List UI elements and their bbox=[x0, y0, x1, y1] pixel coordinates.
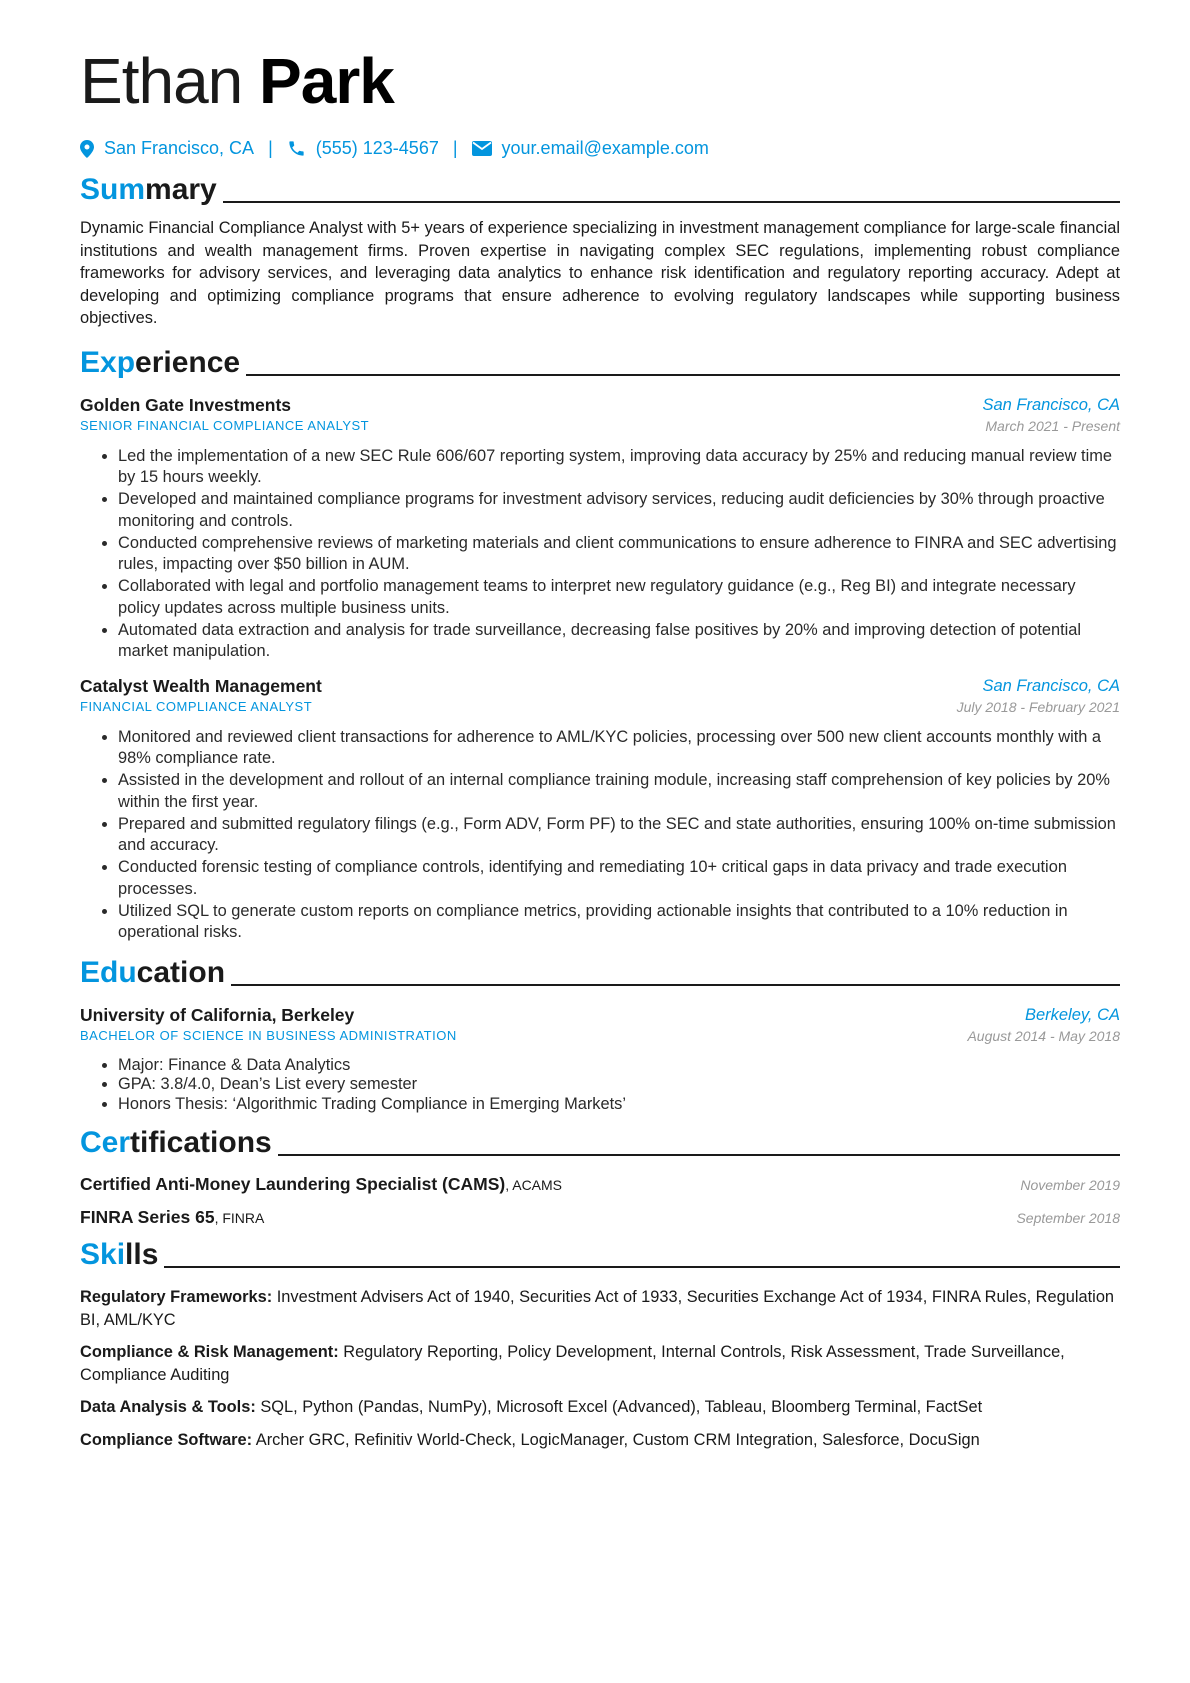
school-location: Berkeley, CA bbox=[1024, 1005, 1120, 1024]
heading-rule bbox=[223, 201, 1120, 203]
experience-entry bbox=[80, 394, 1120, 663]
heading-rule bbox=[164, 1266, 1120, 1268]
skill-category: Data Analysis & Tools: bbox=[80, 1398, 256, 1417]
heading-rule bbox=[278, 1154, 1120, 1156]
employer-name: Golden Gate Investments bbox=[80, 394, 292, 415]
cert-name: FINRA Series 65 bbox=[80, 1206, 215, 1227]
education-details bbox=[80, 1056, 1120, 1114]
education-heading bbox=[80, 956, 1120, 990]
phone-text: (555) 123-4567 bbox=[315, 138, 439, 158]
list-item: • Utilized SQL to generate custom reports on compliance metrics, providing actionable insights that contributed to a 10% reduction in operational risks. bbox=[118, 901, 1120, 944]
list-item: • Honors Thesis: ‘Algorithmic Trading Compliance in Emerging Markets’ bbox=[118, 1095, 1120, 1114]
heading-rule bbox=[231, 984, 1120, 986]
list-item: • Conducted comprehensive reviews of marketing materials and client communications to ensure adherence to FINRA and SEC advertising rules, impacting over $50 billion in AUM. bbox=[118, 533, 1120, 576]
contact-location bbox=[80, 138, 254, 159]
experience-entry bbox=[80, 675, 1120, 944]
list-item: • Led the implementation of a new SEC Rule 606/607 reporting system, improving data accuracy by 25% and reducing manual review time by 15 hours weekly. bbox=[118, 446, 1120, 489]
heading-rest: erience bbox=[135, 345, 241, 379]
cert-name: Certified Anti-Money Laundering Specialist (CAMS) bbox=[80, 1173, 506, 1194]
summary-text: Dynamic Financial Compliance Analyst with 5+ years of experience specializing in investment management compliance for large-scale financial institutions and wealth management firms. Proven expertise in navigating complex SEC regulations, implementing robust compliance frameworks for advisory services, and leveraging data analytics to enhance risk identification and regulatory reporting accuracy. Adept at developing and optimizing compliance programs that ensure adherence to evolving regulatory landscapes while supporting business objectives. bbox=[80, 219, 1120, 328]
job-dates: March 2021 - Present bbox=[985, 417, 1120, 434]
job-title: FINANCIAL COMPLIANCE ANALYST bbox=[80, 698, 313, 714]
list-item: • Developed and maintained compliance programs for investment advisory services, reducing audit deficiencies by 30% through proactive monitoring and controls. bbox=[118, 489, 1120, 532]
experience-heading bbox=[80, 346, 1120, 380]
heading-accent: Sum bbox=[80, 173, 146, 206]
email-link[interactable]: your.email@example.com bbox=[501, 138, 709, 158]
contact-email[interactable] bbox=[472, 138, 709, 159]
heading-rule bbox=[246, 374, 1120, 376]
list-item: • Prepared and submitted regulatory filings (e.g., Form ADV, Form PF) to the SEC and state authorities, ensuring 100% on-time submission and accuracy. bbox=[118, 814, 1120, 857]
heading-accent: Cer bbox=[80, 1125, 131, 1159]
skill-items: Investment Advisers Act of 1940, Securities Act of 1933, Securities Exchange Act of 1934, FINRA Rules, Regulation BI, AML/KYC bbox=[80, 1287, 1115, 1329]
heading-rest: lls bbox=[125, 1237, 159, 1271]
job-dates: July 2018 - February 2021 bbox=[956, 698, 1120, 715]
list-item: • Collaborated with legal and portfolio management teams to interpret new regulatory guidance (e.g., Reg BI) and integrate necessary policy updates across multiple business units. bbox=[118, 576, 1120, 619]
heading-rest: mary bbox=[145, 173, 217, 206]
list-item: • Monitored and reviewed client transactions for adherence to AML/KYC policies, processing over 500 new client accounts monthly with a 98% compliance rate. bbox=[118, 727, 1120, 770]
skill-row bbox=[80, 1396, 1120, 1419]
first-name: Ethan bbox=[80, 45, 243, 117]
candidate-name bbox=[80, 46, 1120, 116]
list-item: • Automated data extraction and analysis for trade surveillance, decreasing false positives by 20% and improving detection of potential market manipulation. bbox=[118, 620, 1120, 663]
certifications-heading bbox=[80, 1126, 1120, 1160]
list-item: • GPA: 3.8/4.0, Dean’s List every semester bbox=[118, 1075, 1120, 1094]
heading-rest: cation bbox=[136, 955, 226, 989]
skill-category: Compliance & Risk Management: bbox=[80, 1343, 339, 1362]
heading-rest: tifications bbox=[130, 1125, 272, 1159]
skill-category: Regulatory Frameworks: bbox=[80, 1287, 273, 1306]
education-entry bbox=[80, 1004, 1120, 1114]
skill-items: Archer GRC, Refinitiv World-Check, LogicManager, Custom CRM Integration, Salesforce, DocuSign bbox=[252, 1430, 980, 1449]
achievement-list bbox=[80, 727, 1120, 944]
location-text: San Francisco, CA bbox=[104, 138, 255, 158]
contact-bar bbox=[80, 138, 1120, 159]
contact-phone[interactable] bbox=[287, 138, 439, 159]
last-name: Park bbox=[259, 45, 394, 117]
contact-separator: | bbox=[452, 138, 458, 158]
phone-icon bbox=[287, 139, 306, 158]
cert-date: September 2018 bbox=[1016, 1209, 1120, 1226]
school-name: University of California, Berkeley bbox=[80, 1004, 355, 1025]
heading-accent: Ski bbox=[80, 1237, 126, 1271]
job-title: SENIOR FINANCIAL COMPLIANCE ANALYST bbox=[80, 417, 370, 433]
achievement-list bbox=[80, 446, 1120, 663]
cert-issuer: , ACAMS bbox=[505, 1176, 563, 1193]
skill-row bbox=[80, 1341, 1120, 1386]
heading-accent: Edu bbox=[80, 955, 137, 989]
cert-date: November 2019 bbox=[1020, 1176, 1120, 1193]
degree: BACHELOR OF SCIENCE IN BUSINESS ADMINISTRATION bbox=[80, 1027, 457, 1043]
list-item: • Conducted forensic testing of compliance controls, identifying and remediating 10+ critical gaps in data privacy and trade execution processes. bbox=[118, 857, 1120, 900]
employer-name: Catalyst Wealth Management bbox=[80, 675, 322, 696]
list-item: • Assisted in the development and rollout of an internal compliance training module, increasing staff comprehension of key policies by 20% within the first year. bbox=[118, 770, 1120, 813]
heading-accent: Exp bbox=[80, 345, 136, 379]
contact-separator: | bbox=[268, 138, 273, 158]
certification-item bbox=[80, 1207, 1120, 1228]
list-item: • Major: Finance & Data Analytics bbox=[118, 1056, 1120, 1075]
job-location: San Francisco, CA bbox=[982, 676, 1120, 695]
certification-item bbox=[80, 1174, 1120, 1195]
skill-row bbox=[80, 1286, 1120, 1331]
skill-items: SQL, Python (Pandas, NumPy), Microsoft Excel (Advanced), Tableau, Bloomberg Terminal, FactSet bbox=[255, 1398, 983, 1417]
skill-items: Regulatory Reporting, Policy Development, Internal Controls, Risk Assessment, Trade Surveillance, Compliance Auditing bbox=[80, 1343, 1065, 1384]
skills-heading bbox=[80, 1238, 1120, 1272]
envelope-icon bbox=[472, 141, 492, 156]
job-location: San Francisco, CA bbox=[982, 395, 1120, 414]
map-pin-icon bbox=[80, 140, 94, 158]
skill-row bbox=[80, 1429, 1120, 1452]
summary-heading bbox=[80, 173, 1120, 207]
school-dates: August 2014 - May 2018 bbox=[967, 1027, 1120, 1044]
skill-category: Compliance Software: bbox=[80, 1430, 253, 1449]
cert-issuer: , FINRA bbox=[214, 1209, 265, 1226]
